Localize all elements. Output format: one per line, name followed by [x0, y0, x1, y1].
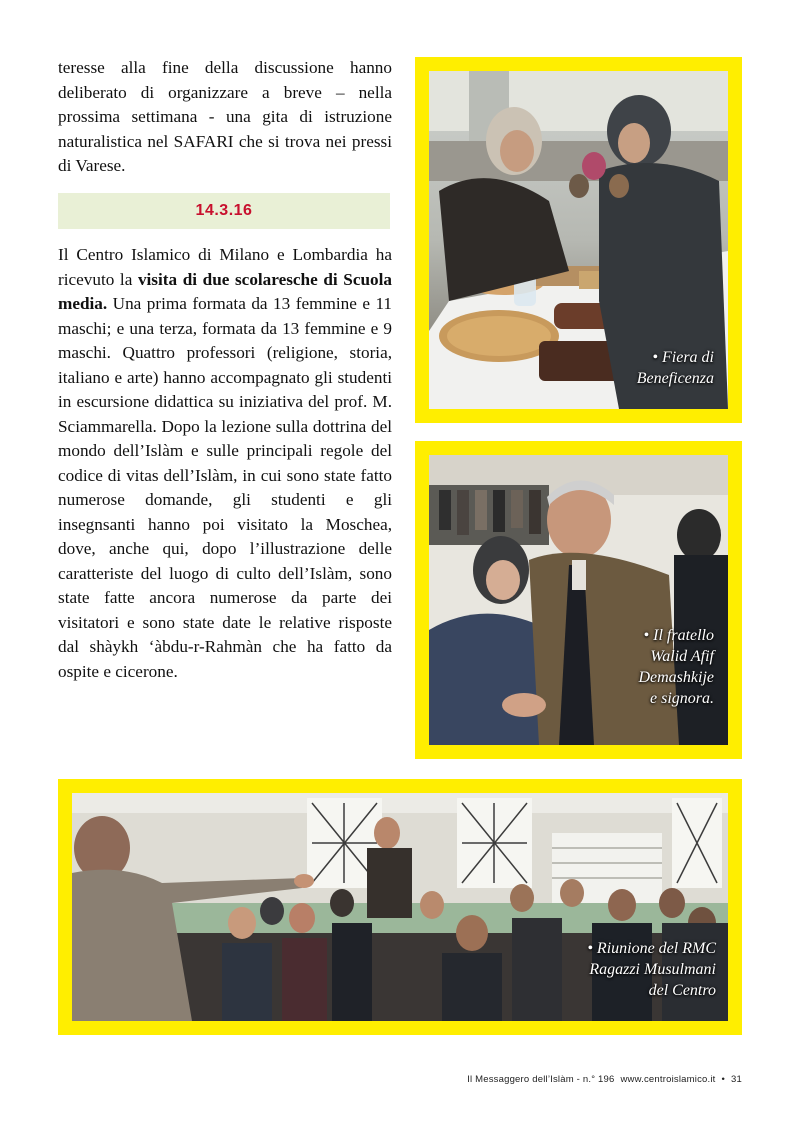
intro-paragraph — [58, 56, 392, 179]
visit-paragraph-rest: Una prima formata da 13 femmine e 11 maschi; e una terza, formata da 13 femmine e 9 maschi. Quattro professori (religione, storia, italiano e arte) hanno accompagnato gli studenti in escursione didattica su iniziativa del prof. M. Sciammarella. Dopo la lezione sulla dottrina del mondo dell’Islàm e sulle principali regole del codice di vitas dell’Islàm, in cui sono state fatto numerose domande, gli studenti e gli insegnsanti hanno poi visitato la Moschea, dove, anche qui, dopo l’illustrazione delle caratteriste del luogo di culto dell’Islàm, sono state fatte ancora numerose da parte dei visitatori e sono state date le relative risposte dal shàykh ‘àbdu-r-Rahmàn che ha fatto da ospite e cicerone. — [58, 294, 392, 681]
rmc-meeting-caption — [587, 938, 716, 1001]
photo-rmc-meeting — [72, 793, 728, 1021]
visit-paragraph-bold: visita di due scolaresche di Scuola media. — [58, 269, 392, 313]
page-number: 31 — [731, 1074, 742, 1085]
couple-caption — [638, 625, 714, 709]
photo-couple — [429, 455, 728, 745]
page-footer — [461, 1074, 742, 1085]
footer-publication: Il Messaggero dell’Islàm - n.° 196 — [467, 1074, 615, 1085]
date-heading-box — [58, 193, 390, 229]
caption-line: Demashkije — [638, 669, 714, 686]
visit-paragraph-start: Il Centro Islamico di Milano e Lombardia ha ricevuto la — [58, 245, 392, 289]
date-heading: 14.3.16 — [195, 202, 253, 219]
caption-line: • Il fratello — [643, 627, 714, 644]
visit-paragraph — [58, 243, 392, 684]
footer-website: www.centroislamico.it — [620, 1074, 716, 1085]
caption-line: Ragazzi Musulmani — [589, 961, 716, 978]
caption-line: • Fiera di — [652, 349, 714, 366]
footer-bullet: • — [721, 1074, 726, 1085]
caption-line: • Riunione del RMC — [587, 940, 716, 957]
caption-line: Walid Afif — [650, 648, 714, 665]
caption-line: e signora. — [650, 690, 714, 707]
charity-fair-caption — [637, 347, 714, 389]
photo-charity-fair — [429, 71, 728, 409]
caption-line: del Centro — [648, 982, 716, 999]
caption-line: Beneficenza — [636, 370, 714, 387]
intro-text: teresse alla fine della discussione hanno deliberato di organizzare a breve – nella prossima settimana - una gita di istruzione naturalistica nel SAFARI che si trova nei pressi di Varese. — [58, 58, 392, 175]
